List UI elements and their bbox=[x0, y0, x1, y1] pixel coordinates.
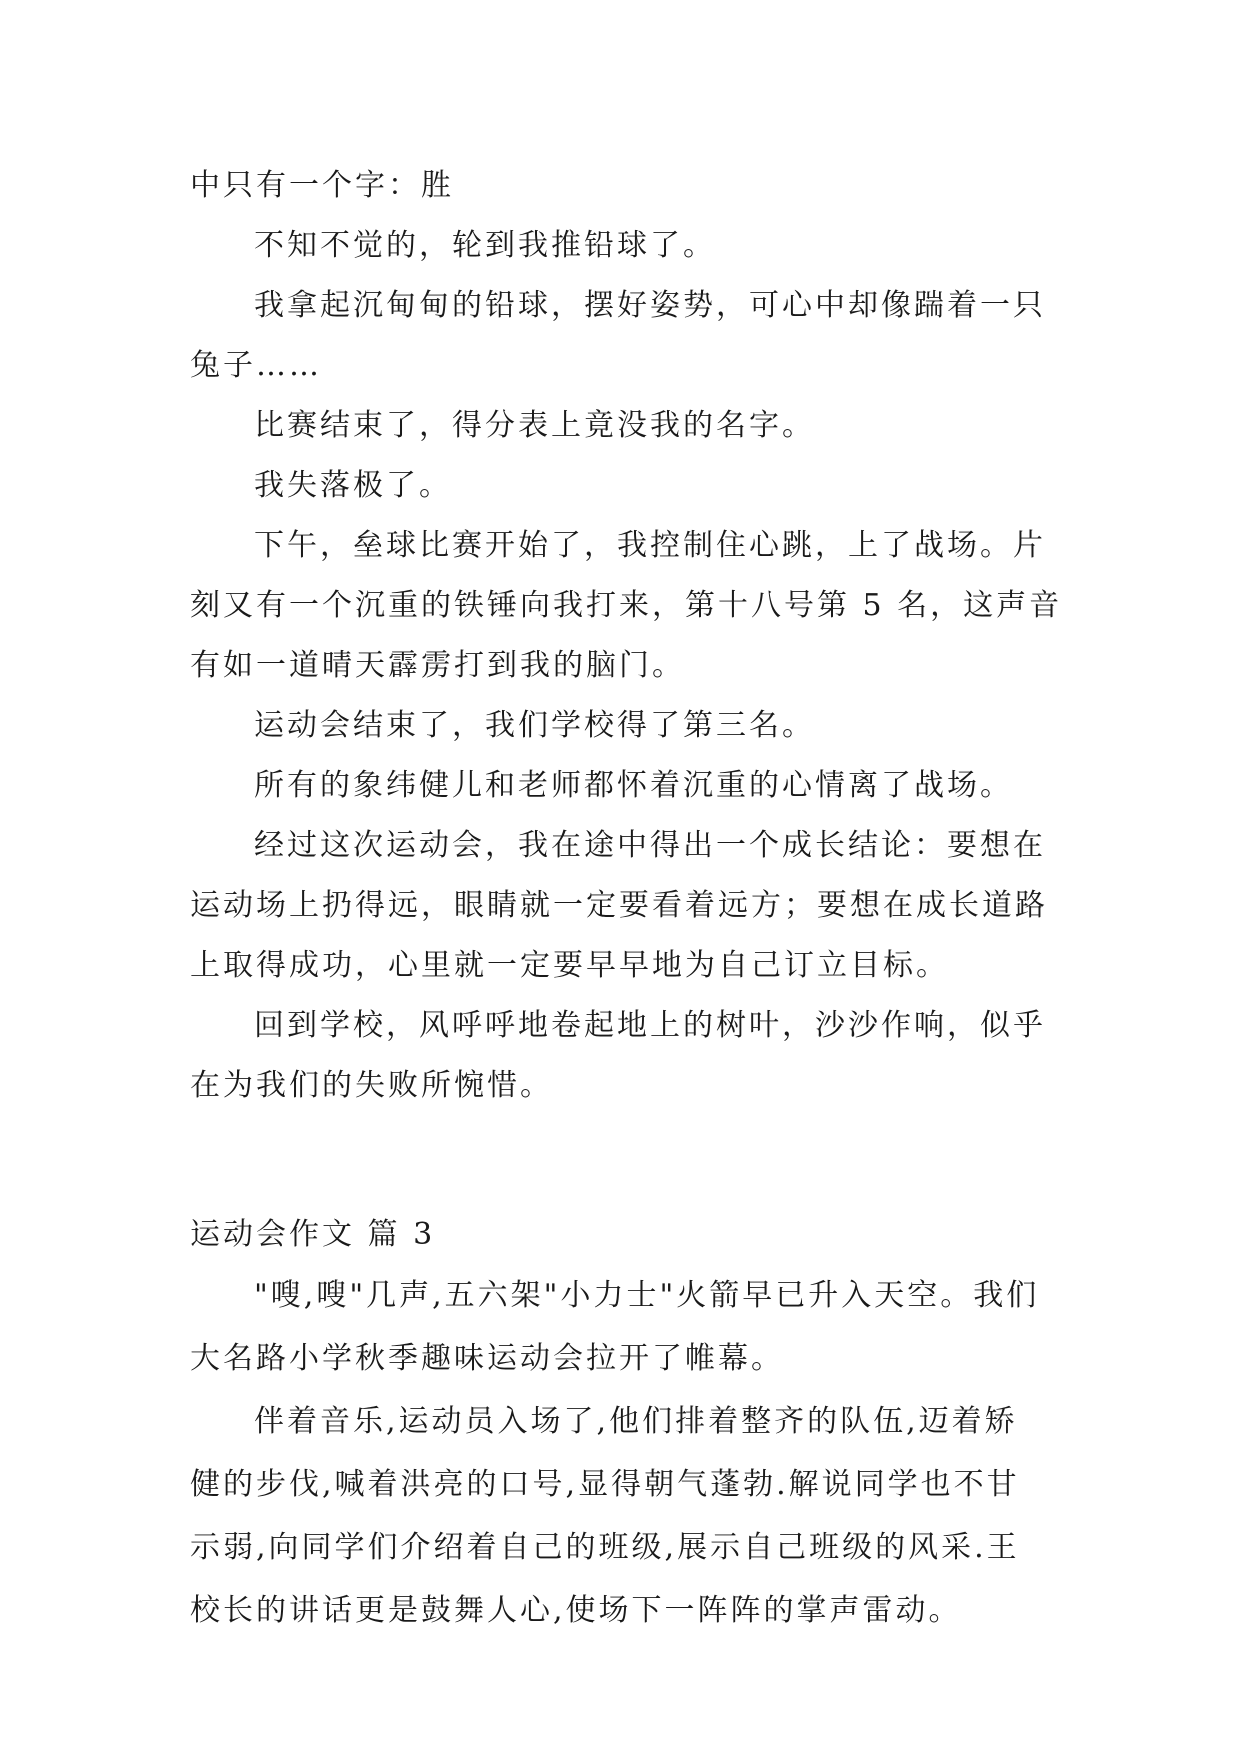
paragraph-line: 所有的象纬健儿和老师都怀着沉重的心情离了战场。 bbox=[254, 768, 1013, 803]
paragraph-line: 下午，垒球比赛开始了，我控制住心跳，上了战场。片 bbox=[254, 528, 1046, 563]
document-body bbox=[190, 156, 1063, 1642]
paragraph-line: 比赛结束了，得分表上竟没我的名字。 bbox=[254, 408, 815, 443]
essay-3 bbox=[190, 1206, 1050, 1642]
section-spacer bbox=[190, 1116, 1050, 1206]
paragraph-line: "嗖,嗖"几声,五六架"小力士"火箭早已升入天空。我们 bbox=[254, 1278, 1040, 1313]
text-line: 在为我们的失败所惋惜。 bbox=[190, 1068, 553, 1103]
text-line: 校长的讲话更是鼓舞人心,使场下一阵阵的掌声雷动。 bbox=[190, 1593, 962, 1628]
text-line: 示弱,向同学们介绍着自己的班级,展示自己班级的风采.王 bbox=[190, 1530, 1020, 1565]
text-line: 上取得成功，心里就一定要早早地为自己订立目标。 bbox=[190, 948, 949, 983]
text-line: 健的步伐,喊着洪亮的口号,显得朝气蓬勃.解说同学也不甘 bbox=[190, 1467, 1020, 1502]
paragraph-line: 伴着音乐,运动员入场了,他们排着整齐的队伍,迈着矫 bbox=[254, 1404, 1018, 1439]
text-line: 刻又有一个沉重的铁锤向我打来，第十八号第 5 名，这声音 bbox=[190, 588, 1063, 623]
text-line: 大名路小学秋季趣味运动会拉开了帷幕。 bbox=[190, 1341, 784, 1376]
text-line: 有如一道晴天霹雳打到我的脑门。 bbox=[190, 648, 685, 683]
paragraph-line: 经过这次运动会，我在途中得出一个成长结论：要想在 bbox=[254, 828, 1046, 863]
text-line: 运动场上扔得远，眼睛就一定要看着远方；要想在成长道路 bbox=[190, 888, 1048, 923]
text-line: 中只有一个字：胜 bbox=[190, 168, 454, 203]
text-line: 兔子…… bbox=[190, 348, 322, 383]
section-heading: 运动会作文 篇 3 bbox=[190, 1217, 436, 1252]
essay-2-continuation bbox=[190, 156, 1063, 1116]
paragraph-line: 不知不觉的，轮到我推铅球了。 bbox=[254, 228, 716, 263]
paragraph-line: 回到学校，风呼呼地卷起地上的树叶，沙沙作响，似乎 bbox=[254, 1008, 1046, 1043]
paragraph-line: 运动会结束了，我们学校得了第三名。 bbox=[254, 708, 815, 743]
paragraph-line: 我拿起沉甸甸的铅球，摆好姿势，可心中却像踹着一只 bbox=[254, 288, 1046, 323]
paragraph-line: 我失落极了。 bbox=[254, 468, 452, 503]
